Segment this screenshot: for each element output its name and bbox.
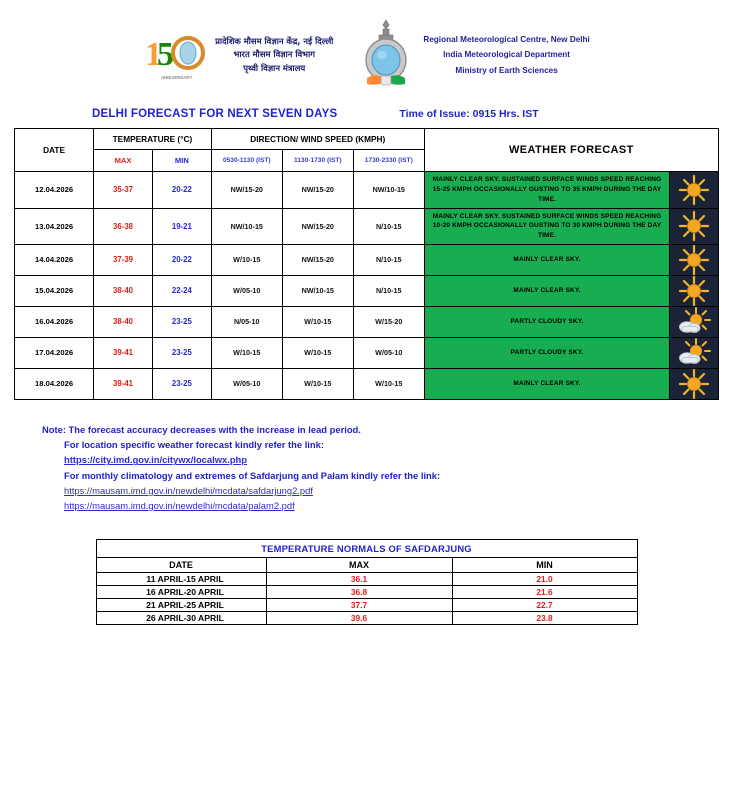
cell-date: 15.04.2026 [15,275,94,306]
note-line-2: For location specific weather forecast kindly refer the link: [64,439,324,451]
col-header-weather-forecast: WEATHER FORECAST [424,129,718,172]
normals-cell-max: 39.6 [266,612,452,625]
forecast-title-row [92,102,733,128]
cell-min-temp: 19-21 [152,208,211,244]
english-office-names [423,32,590,78]
normals-cell-date: 26 APRIL-30 APRIL [96,612,266,625]
sun-icon [670,211,718,241]
cell-min-temp: 23-25 [152,337,211,368]
col-header-slot-3: 1730-2330 (IST) [353,150,424,172]
cell-wind-slot-2: W/10-15 [282,368,353,399]
cell-max-temp: 36-38 [94,208,153,244]
cell-weather-forecast: MAINLY CLEAR SKY. SUSTAINED SURFACE WINDS SPEED REACHING 15-25 KMPH OCCASIONALLY GUSTING TO 35 KMPH DURING THE DAY TIME. [424,172,669,208]
table-header-row-1 [15,129,719,150]
col-header-max: MAX [94,150,153,172]
page-title: DELHI FORECAST FOR NEXT SEVEN DAYS [92,108,338,120]
cell-weather-icon [670,275,719,306]
forecast-row [15,368,719,399]
cell-weather-icon [670,244,719,275]
sun-icon [670,175,718,205]
sun-icon [670,369,718,399]
cell-wind-slot-1: W/10-15 [211,337,282,368]
cell-min-temp: 23-25 [152,306,211,337]
cell-max-temp: 38-40 [94,306,153,337]
normals-row [96,599,637,612]
cell-max-temp: 37-39 [94,244,153,275]
cell-wind-slot-3: N/10-15 [353,244,424,275]
normals-cell-date: 16 APRIL-20 APRIL [96,586,266,599]
cell-date: 12.04.2026 [15,172,94,208]
cell-wind-slot-1: NW/10-15 [211,208,282,244]
cell-date: 18.04.2026 [15,368,94,399]
cell-wind-slot-2: W/10-15 [282,306,353,337]
normals-cell-max: 36.1 [266,573,452,586]
notes-block [42,422,733,513]
cell-max-temp: 38-40 [94,275,153,306]
normals-row [96,612,637,625]
cell-weather-icon [670,172,719,208]
svg-text:5: 5 [157,36,175,73]
cell-weather-icon [670,337,719,368]
hindi-line-1: प्रादेशिक मौसम विज्ञान केंद्र, नई दिल्ली [215,36,334,47]
issue-time-label: Time of Issue: 0915 Hrs. IST [399,108,539,120]
col-header-slot-2: 1130-1730 (IST) [282,150,353,172]
normals-col-min: MIN [452,558,637,573]
cell-wind-slot-3: N/10-15 [353,208,424,244]
forecast-row [15,275,719,306]
anniversary-150-logo-icon [143,25,205,85]
normals-title-row [96,540,637,558]
normals-cell-max: 36.8 [266,586,452,599]
hindi-office-names [215,35,333,74]
sun-cloud-icon [670,338,718,368]
svg-text:ANNIVERSARY: ANNIVERSARY [161,75,193,80]
normals-col-date: DATE [96,558,266,573]
cell-weather-forecast: MAINLY CLEAR SKY. [424,368,669,399]
cell-wind-slot-3: NW/10-15 [353,172,424,208]
col-header-date: DATE [15,129,94,172]
normals-row [96,586,637,599]
normals-cell-date: 11 APRIL-15 APRIL [96,573,266,586]
cell-weather-icon [670,368,719,399]
cell-date: 13.04.2026 [15,208,94,244]
normals-cell-min: 22.7 [452,599,637,612]
cell-min-temp: 20-22 [152,172,211,208]
hindi-line-2: भारत मौसम विज्ञान विभाग [233,49,315,60]
cell-min-temp: 20-22 [152,244,211,275]
cell-wind-slot-3: W/15-20 [353,306,424,337]
sun-icon [670,276,718,306]
sun-icon [670,245,718,275]
imd-emblem-icon [359,18,413,92]
cell-weather-forecast: PARTLY CLOUDY SKY. [424,337,669,368]
svg-text:1: 1 [145,36,163,73]
normals-cell-date: 21 APRIL-25 APRIL [96,599,266,612]
cell-weather-forecast: PARTLY CLOUDY SKY. [424,306,669,337]
cell-weather-forecast: MAINLY CLEAR SKY. [424,275,669,306]
cell-min-temp: 23-25 [152,368,211,399]
safdarjung-climatology-link[interactable]: https://mausam.imd.gov.in/newdelhi/mcdata/safdarjung2.pdf [64,484,313,496]
cell-wind-slot-2: NW/10-15 [282,275,353,306]
normals-title: TEMPERATURE NORMALS OF SAFDARJUNG [96,540,637,558]
forecast-row [15,337,719,368]
note-line-3: For monthly climatology and extremes of Safdarjung and Palam kindly refer the link: [64,469,441,481]
cell-wind-slot-3: W/10-15 [353,368,424,399]
cell-weather-icon [670,208,719,244]
cell-max-temp: 35-37 [94,172,153,208]
forecast-row [15,244,719,275]
cell-wind-slot-1: W/05-10 [211,368,282,399]
english-line-3: Ministry of Earth Sciences [455,65,558,75]
normals-cell-min: 23.8 [452,612,637,625]
hindi-brand-block [143,25,333,85]
normals-cell-max: 37.7 [266,599,452,612]
normals-row [96,573,637,586]
normals-cell-min: 21.6 [452,586,637,599]
temperature-normals-table [96,539,638,625]
palam-climatology-link[interactable]: https://mausam.imd.gov.in/newdelhi/mcdata/palam2.pdf [64,500,295,512]
document-header [0,0,733,102]
seven-day-forecast-table [14,128,719,400]
cell-wind-slot-2: W/10-15 [282,337,353,368]
cell-weather-forecast: MAINLY CLEAR SKY. SUSTAINED SURFACE WINDS SPEED REACHING 10-20 KMPH OCCASIONALLY GUSTING TO 30 KMPH DURING THE DAY TIME. [424,208,669,244]
cell-date: 17.04.2026 [15,337,94,368]
normals-header-row [96,558,637,573]
forecast-row [15,208,719,244]
cell-date: 14.04.2026 [15,244,94,275]
col-header-slot-1: 0530-1130 (IST) [211,150,282,172]
cell-wind-slot-2: NW/15-20 [282,172,353,208]
cell-min-temp: 22-24 [152,275,211,306]
cell-wind-slot-1: NW/15-20 [211,172,282,208]
cell-weather-icon [670,306,719,337]
cell-date: 16.04.2026 [15,306,94,337]
sun-cloud-icon [670,307,718,337]
english-line-2: India Meteorological Department [443,50,571,60]
cell-wind-slot-1: W/05-10 [211,275,282,306]
normals-cell-min: 21.0 [452,573,637,586]
forecast-row [15,172,719,208]
forecast-row [15,306,719,337]
cell-wind-slot-3: N/10-15 [353,275,424,306]
col-header-min: MIN [152,150,211,172]
english-brand-block [359,18,590,92]
cell-wind-slot-1: N/05-10 [211,306,282,337]
normals-col-max: MAX [266,558,452,573]
col-header-temperature: TEMPERATURE (°C) [94,129,212,150]
city-forecast-link[interactable]: https://city.imd.gov.in/citywx/localwx.php [64,454,248,466]
cell-weather-forecast: MAINLY CLEAR SKY. [424,244,669,275]
cell-wind-slot-1: W/10-15 [211,244,282,275]
cell-wind-slot-3: W/05-10 [353,337,424,368]
note-line-1: Note: The forecast accuracy decreases with the increase in lead period. [42,423,361,435]
cell-max-temp: 39-41 [94,368,153,399]
english-line-1: Regional Meteorological Centre, New Delhi [423,35,590,45]
hindi-line-3: पृथ्वी विज्ञान मंत्रालय [243,62,306,73]
col-header-wind: DIRECTION/ WIND SPEED (KMPH) [211,129,424,150]
cell-max-temp: 39-41 [94,337,153,368]
cell-wind-slot-2: NW/15-20 [282,244,353,275]
cell-wind-slot-2: NW/15-20 [282,208,353,244]
